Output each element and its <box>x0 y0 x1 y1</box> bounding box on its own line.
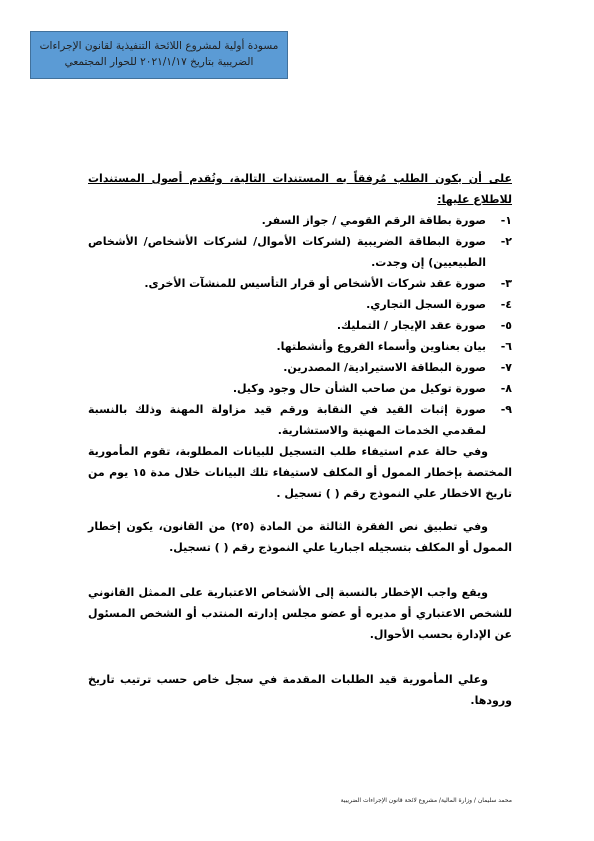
list-item <box>88 336 512 357</box>
list-item-text: صورة عقد الإيجار / التمليك. <box>336 319 486 332</box>
draft-note-line-2: الضريبية بتاريخ ٢٠٢١/١/١٧ للحوار المجتمعي <box>64 56 254 68</box>
document-body <box>88 168 512 711</box>
list-item-number: ٢- <box>500 235 512 248</box>
list-item <box>88 210 512 231</box>
list-item <box>88 294 512 315</box>
list-item-number: ٧- <box>500 361 512 374</box>
list-item-number: ١- <box>500 214 512 227</box>
list-item-number: ٥- <box>500 319 512 332</box>
list-item-text: صورة توكيل من صاحب الشأن حال وجود وكيل. <box>232 382 486 395</box>
list-item-text: صورة بطاقة الرقم القومي / جواز السفر. <box>261 214 486 227</box>
list-item-number: ٦- <box>500 340 512 353</box>
list-item-text: صورة البطاقة الاستيرادية/ المصدرين. <box>283 361 486 374</box>
paragraph-legal-entities: ويقع واجب الإخطار بالنسبة إلى الأشخاص الاعتبارية على الممثل القانوني للشخص الاعتباري أو مديره أو عضو مجلس إدارته المنتدب أو الشخص المسئول عن الإدارة بحسب الأحوال. <box>88 586 512 641</box>
list-item-text: صورة إثبات القيد في النقابة ورقم قيد مزاولة المهنة وذلك بالنسبة لمقدمي الخدمات المهنية والاستشارية. <box>88 403 486 437</box>
list-item-number: ٤- <box>500 298 512 311</box>
list-item-number: ٩- <box>500 403 512 416</box>
list-item <box>88 399 512 441</box>
list-item-number: ٨- <box>500 382 512 395</box>
draft-note-line-1: مسودة أولية لمشروع اللائحة التنفيذية لقانون الإجراءات <box>39 40 279 52</box>
list-item-text: صورة السجل التجاري. <box>366 298 486 311</box>
list-item-text: صورة البطاقة الضريبية (لشركات الأموال/ لشركات الأشخاص/ الأشخاص الطبيعيين) إن وجدت. <box>88 235 486 269</box>
paragraph-incomplete-data: وفي حالة عدم استيفاء طلب التسجيل للبيانات المطلوبة، تقوم المأمورية المختصة بإخطار الممول أو المكلف لاستيفاء تلك البيانات خلال مدة ١٥ يوم من تاريخ الاخطار علي النموذج رقم ( ) تسجيل . <box>88 445 512 500</box>
list-item <box>88 273 512 294</box>
section-heading: على أن يكون الطلب مُرفقاً به المستندات التالية، وتُقدم أصول المستندات للاطلاع عليها: <box>88 172 512 206</box>
draft-note-box <box>30 31 288 79</box>
list-item <box>88 315 512 336</box>
list-item <box>88 378 512 399</box>
paragraph-mandatory-registration: وفي تطبيق نص الفقرة الثالثة من المادة (٢٥) من القانون، يكون إخطار الممول أو المكلف بتسجيله اجباريا علي النموذج رقم ( ) تسجيل. <box>88 520 512 554</box>
page-footer: محمد سليمان / وزارة المالية/ مشروع لائحة قانون الإجراءات الضريبية <box>340 797 512 804</box>
list-item-text: بيان بعناوين وأسماء الفروع وأنشطتها. <box>276 340 486 353</box>
list-item <box>88 357 512 378</box>
list-item <box>88 231 512 273</box>
documents-list <box>88 210 512 441</box>
paragraph-register-requests: وعلي المأمورية قيد الطلبات المقدمة في سجل خاص حسب ترتيب تاريخ ورودها. <box>88 673 512 707</box>
list-item-text: صورة عقد شركات الأشخاص أو قرار التأسيس للمنشآت الأخرى. <box>144 277 486 290</box>
list-item-number: ٣- <box>500 277 512 290</box>
